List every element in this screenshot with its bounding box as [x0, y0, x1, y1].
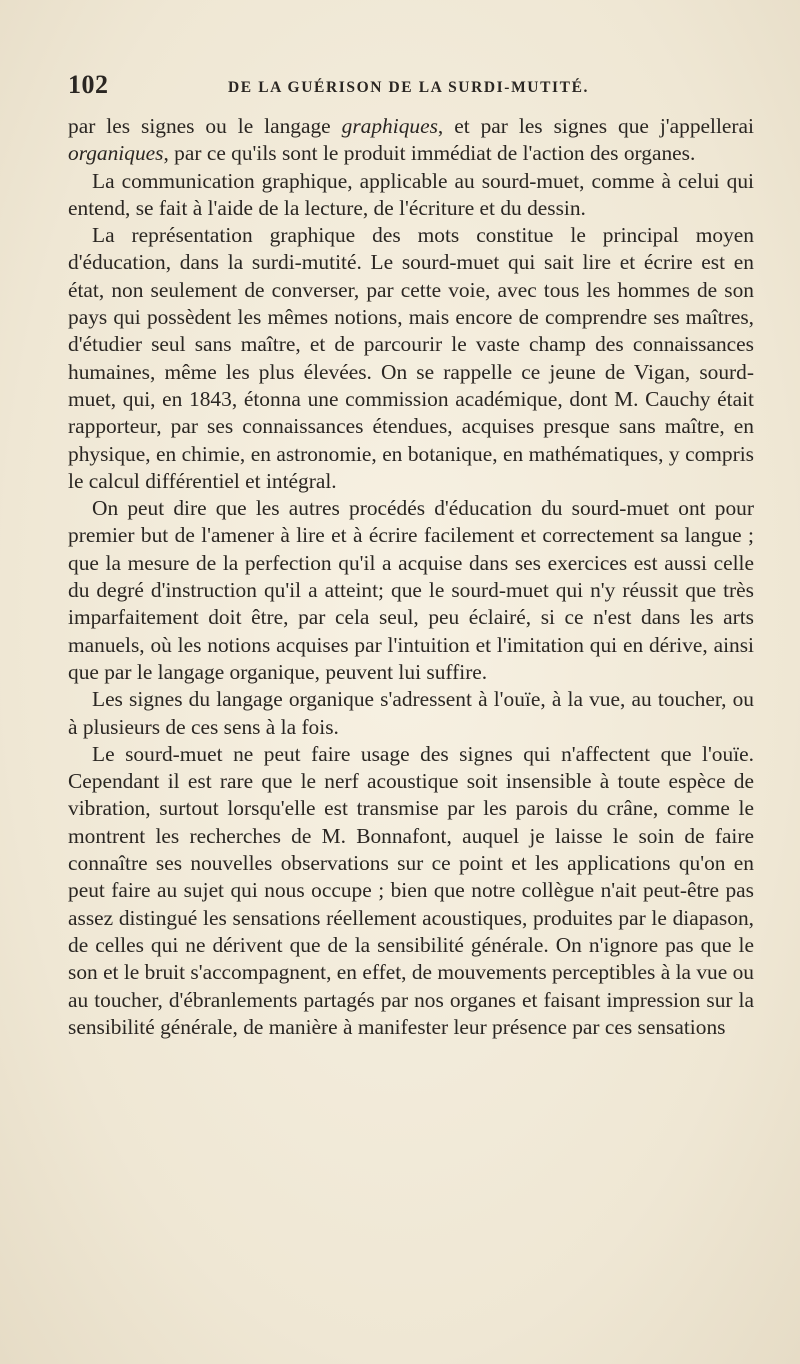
italic-term-organiques: organiques: [68, 141, 164, 166]
paragraph-1-text-middle: , et par les signes que j'appellerai: [437, 114, 754, 138]
page-header: [68, 70, 754, 106]
paragraph-2: La communication graphique, applicable au sourd-muet, comme à celui qui entend, se fait à l'aide de la lecture, de l'écriture et du dessin.: [68, 168, 754, 220]
body-text: [68, 113, 754, 1041]
paragraph-6: Le sourd-muet ne peut faire usage des signes qui n'affectent que l'ouïe. Cependant il est rare que le nerf acoustique soit insensible à toute espèce de vibration, surtout lorsqu'elle est transmise par les parois du crâne, comme le montrent les recherches de M. Bonnafont, auquel je laisse le soin de faire connaître ses nouvelles observations sur ce point et les applications qu'on en peut faire au sujet qui nous occupe ; bien que notre collègue n'ait peut-être pas assez distingué les sensations réellement acoustiques, produites par le diapason, de celles qui ne dérivent que de la sensibilité générale. On n'ignore pas que le son et le bruit s'accompagnent, en effet, de mouvements perceptibles à la vue ou au toucher, d'ébranlements partagés par nos organes et faisant impression sur la sensibilité générale, de manière à manifester leur présence par ces sensations: [68, 741, 754, 1039]
paragraph-1-text-before: par les signes ou le langage: [68, 114, 342, 138]
paragraph-5: Les signes du langage organique s'adressent à l'ouïe, à la vue, au toucher, ou à plusieurs de ces sens à la fois.: [68, 687, 754, 739]
paragraph-4: On peut dire que les autres procédés d'éducation du sourd-muet ont pour premier but de l'amener à lire et à écrire facilement et correctement sa langue ; que la mesure de la perfection qu'il a acquise dans ses exercices est aussi celle du degré d'instruction qu'il a atteint; que le sourd-muet qui n'y réussit que très imparfaitement doit être, par cela seul, peu éclairé, si ce n'est dans les arts manuels, où les notions acquises par l'intuition et l'imitation qui en dérive, ainsi que par le langage organique, peuvent lui suffire.: [68, 496, 754, 684]
paragraph-1-text-after: , par ce qu'ils sont le produit immédiat de l'action des organes.: [163, 141, 696, 166]
paragraph-3: La représentation graphique des mots constitue le principal moyen d'éducation, dans la surdi-mutité. Le sourd-muet qui sait lire et écrire est en état, non seulement de converser, par cette voie, avec tous les hommes de son pays qui possèdent les mêmes notions, mais encore de comprendre ses maîtres, d'étudier seul sans maître, et de parcourir le vaste champ des connaissances humaines, même les plus élevées. On se rappelle ce jeune de Vigan, sourd-muet, qui, en 1843, étonna une commission académique, dont M. Cauchy était rapporteur, par ses connaissances étendues, acquises presque sans maître, en physique, en chimie, en astronomie, en botanique, en mathématiques, y compris le calcul différentiel et intégral.: [68, 223, 754, 493]
running-head: DE LA GUÉRISON DE LA SURDI-MUTITÉ.: [228, 79, 590, 96]
italic-term-graphiques: graphiques: [341, 114, 438, 138]
paragraph-1: [68, 113, 754, 168]
page-number: 102: [68, 70, 109, 99]
